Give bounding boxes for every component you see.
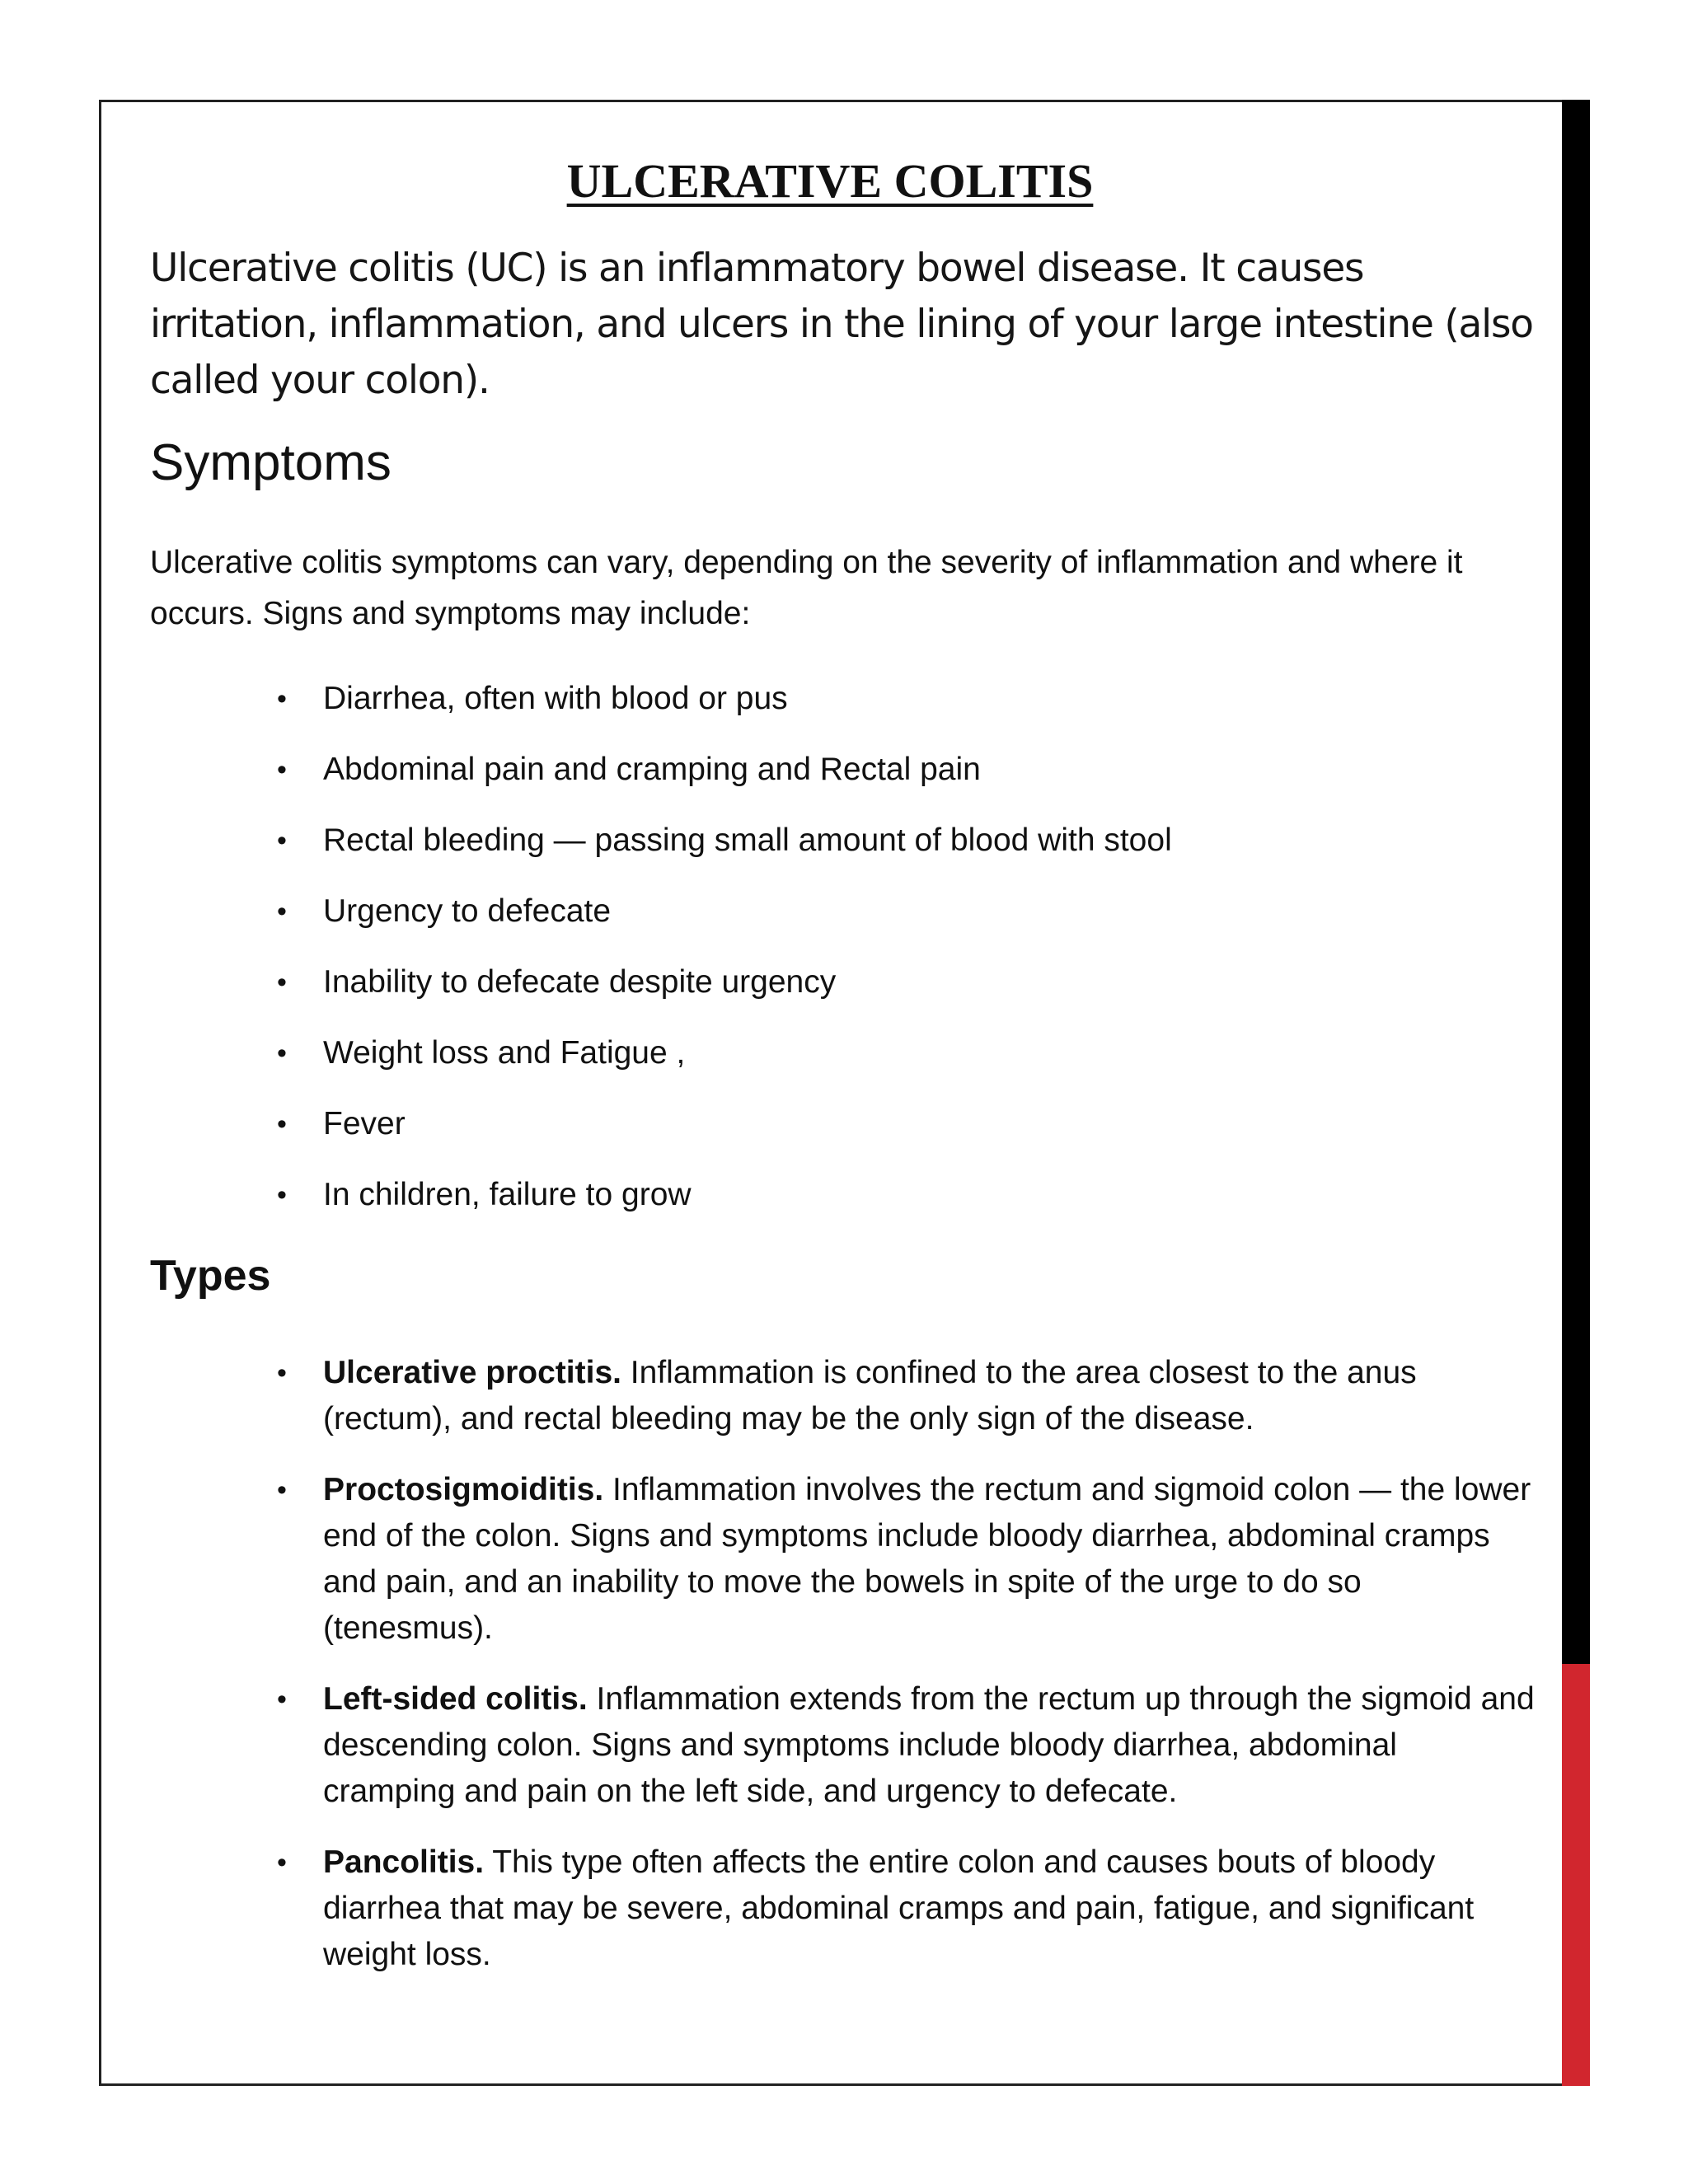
list-item-text: In children, failure to grow	[323, 1177, 692, 1212]
list-item	[277, 1840, 1535, 1978]
list-item	[277, 676, 1535, 722]
bullet-icon: •	[277, 1474, 287, 1506]
list-item-text: Diarrhea, often with blood or pus	[323, 681, 788, 716]
list-item-text: Inability to defecate despite urgency	[323, 964, 837, 1000]
type-description: Inflammation is confined to the area closest to the anus (rectum), and rectal bleeding may be the only sign of the disease.	[323, 1355, 1417, 1436]
types-heading: Types	[150, 1252, 271, 1300]
bullet-icon: •	[277, 1684, 287, 1715]
page-title: ULCERATIVE COLITIS	[566, 154, 1094, 208]
bullet-icon: •	[277, 754, 287, 785]
list-item-text: Urgency to defecate	[323, 893, 612, 929]
bullet-icon: •	[277, 967, 287, 998]
bullet-icon: •	[277, 683, 287, 715]
list-item	[277, 1676, 1535, 1815]
intro-paragraph: Ulcerative colitis (UC) is an inflammatory bowel disease. It causes irritation, inflammation, and ulcers in the lining of your large intestine (also called your colon).	[150, 246, 1533, 403]
list-item	[277, 888, 1535, 935]
list-item-text: Abdominal pain and cramping and Rectal pain	[323, 752, 981, 787]
list-item	[277, 959, 1535, 1005]
document-content	[150, 140, 1535, 2003]
type-description: This type often affects the entire colon and causes bouts of bloody diarrhea that may be severe, abdominal cramps and pain, fatigue, and significant weight loss.	[323, 1844, 1475, 1972]
side-bar-black	[1562, 100, 1590, 1664]
bullet-icon: •	[277, 1038, 287, 1069]
type-term: Ulcerative proctitis.	[323, 1355, 621, 1390]
bullet-icon: •	[277, 825, 287, 856]
list-item	[277, 1350, 1535, 1442]
type-term: Pancolitis.	[323, 1844, 485, 1880]
list-item	[277, 1467, 1535, 1652]
list-item-text: Fever	[323, 1106, 406, 1141]
bullet-icon: •	[277, 1179, 287, 1211]
list-item	[277, 1172, 1535, 1218]
symptoms-list	[150, 676, 1535, 1218]
types-list	[150, 1350, 1535, 1978]
type-term: Proctosigmoiditis.	[323, 1472, 604, 1507]
symptoms-paragraph: Ulcerative colitis symptoms can vary, depending on the severity of inflammation and where it occurs. Signs and symptoms may include:	[150, 545, 1463, 631]
bullet-icon: •	[277, 1108, 287, 1140]
bullet-icon: •	[277, 1357, 287, 1389]
list-item	[277, 818, 1535, 864]
list-item	[277, 1101, 1535, 1147]
list-item	[277, 1030, 1535, 1076]
type-term: Left-sided colitis.	[323, 1681, 588, 1717]
side-bar-red	[1562, 1664, 1590, 2086]
symptoms-heading: Symptoms	[150, 434, 392, 491]
list-item-text: Weight loss and Fatigue ,	[323, 1035, 686, 1071]
bullet-icon: •	[277, 896, 287, 927]
type-description: Inflammation involves the rectum and sigmoid colon — the lower end of the colon. Signs and symptoms include bloody diarrhea, abdominal cramps and pain, and an inability to move the bowels in spite of the urge to do so (tenesmus).	[323, 1472, 1531, 1646]
list-item	[277, 747, 1535, 793]
type-description: Inflammation extends from the rectum up through the sigmoid and descending colon. Signs and symptoms include bloody diarrhea, abdominal cramping and pain on the left side, and urgency to defecate.	[323, 1681, 1535, 1809]
list-item-text: Rectal bleeding — passing small amount of blood with stool	[323, 823, 1172, 858]
bullet-icon: •	[277, 1847, 287, 1878]
